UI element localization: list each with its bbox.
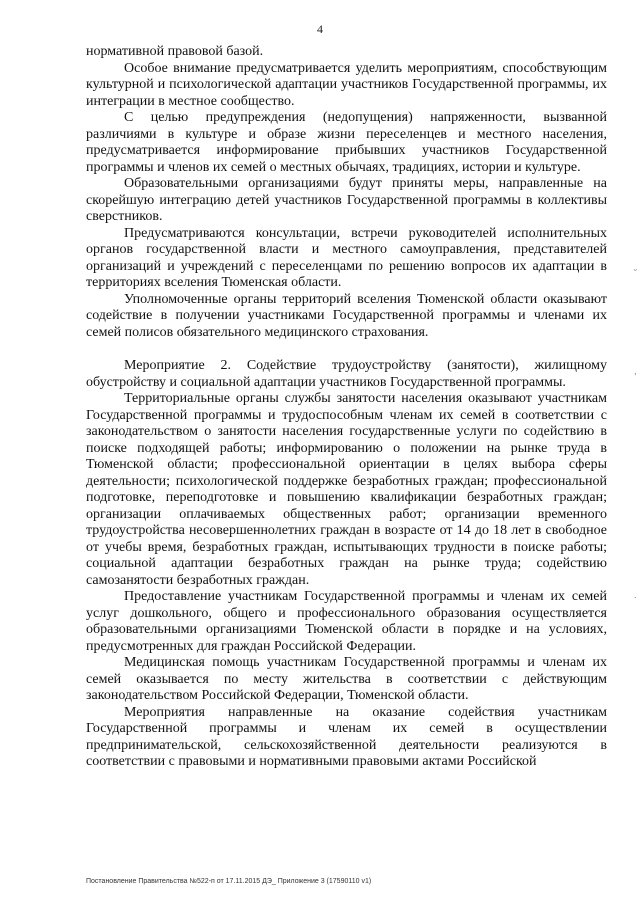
paragraph-children-integration: Образовательными организациями будут приняты меры, направленные на скорейшую интеграцию детей участников Государственной программы в коллективы сверстников. — [86, 176, 607, 224]
paragraph-measure-2-heading: Мероприятие 2. Содействие трудоустройству (занятости), жилищному обустройству и социальной адаптации участников Государственной программы. — [86, 358, 607, 390]
paragraph-entrepreneurship: Мероприятия направленные на оказание содействия участникам Государственной программы и членам их семей в осуществлении предпринимательской, сельскохозяйственной деятельности реализуются в соответствии с правовыми и нормативными правовыми актами Российской — [86, 704, 607, 769]
page-number: 4 — [317, 22, 323, 36]
paragraph-medical-help: Медицинская помощь участникам Государственной программы и членам их семей оказывается по месту жительства в соответствии с действующим законодательством Российской Федерации, Тюменской области. — [86, 655, 607, 703]
paragraph-consultations: Предусматриваются консультации, встречи руководителей исполнительных органов государственной власти и местного самоуправления, представителей организаций и учреждений с переселенцами по решению вопросов их адаптации в территориях вселения Тюменская области. — [86, 225, 607, 290]
paragraph-tension-prevention: С целью предупреждения (недопущения) напряженности, вызванной различиями в культуре и образе жизни переселенцев и местного населения, предусматривается информирование прибывших участников Государственной программы и членов их семей о местных обычаях, традициях, истории и культуре. — [86, 110, 607, 175]
paragraph-cultural-adaptation: Особое внимание предусматривается уделить мероприятиям, способствующим культурной и психологической адаптации участников Государственной программы, их интеграции в местное сообщество. — [86, 60, 607, 109]
paragraph-medical-insurance: Уполномоченные органы территорий вселения Тюменской области оказывают содействие в получении участниками Государственной программы и членами их семей полисов обязательного медицинского страхования. — [86, 291, 607, 340]
document-footer: Постановление Правительства №522-п от 17.11.2015 ДЭ_ Приложение 3 (17590110 v1) — [86, 878, 372, 885]
margin-mark: , — [634, 366, 637, 376]
paragraph-education-services: Предоставление участникам Государственной программы и членам их семей услуг дошкольного, общего и профессионального образования осуществляется образовательными организациями Тюменской области в порядке и на условиях, предусмотренных для граждан Российской Федерации. — [86, 589, 607, 654]
margin-mark: ˘ — [634, 268, 637, 278]
paragraph-employment-services: Территориальные органы службы занятости населения оказывают участникам Государственной программы и трудоспособным членам их семей в соответствии с законодательством о занятости населения государственные услуги по содействию в поиске подходящей работы; информированию о положении на рынке труда в Тюменской области; профессиональной ориентации в целях выбора сферы деятельности; психологической поддержке безработных граждан; профессиональной подготовке, переподготовке и повышению квалификации безработных граждан; организации оплачиваемых общественных работ; организации временного трудоустройства несовершеннолетних граждан в возрасте от 14 до 18 лет в свободное от учебы время, безработных граждан, испытывающих трудности в поиске работы; социальной адаптации безработных граждан на рынке труда; содействию самозанятости безработных граждан. — [86, 391, 607, 588]
paragraph-continuation: нормативной правовой базой. — [86, 44, 264, 59]
margin-mark: . — [634, 590, 637, 600]
document-body — [86, 44, 607, 771]
